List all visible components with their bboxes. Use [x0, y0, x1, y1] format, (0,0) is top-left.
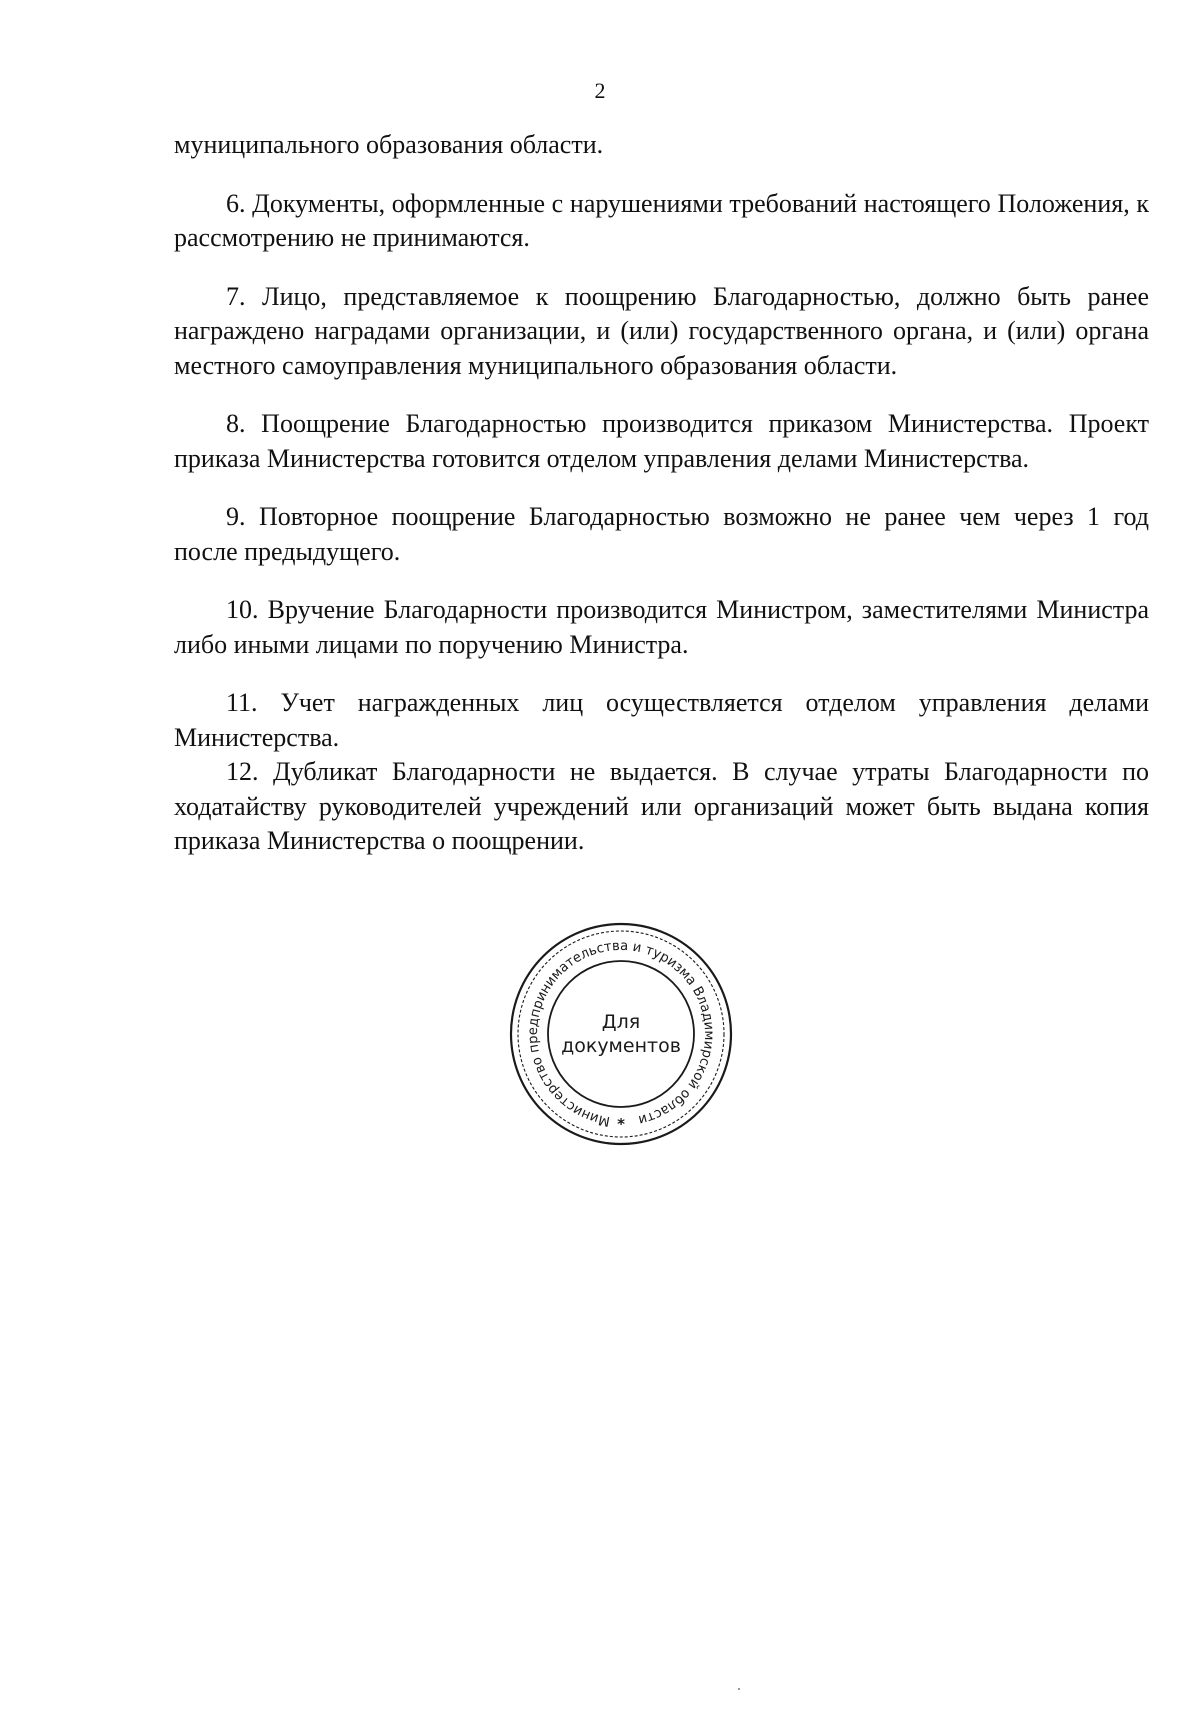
- page-number: 2: [594, 78, 606, 103]
- paragraph-11: 11. Учет награжденных лиц осуществляется отделом управления делами Министерства.: [174, 688, 1149, 752]
- scan-speck: [738, 1688, 740, 1690]
- seal-center-line2: документов: [561, 1035, 681, 1057]
- paragraph-12: 12. Дубликат Благодарности не выдается. В случае утраты Благодарности по ходатайству руководителей учреждений или организаций может быть выдана копия приказа Министерства о поощрении.: [174, 757, 1149, 855]
- seal-star: *: [617, 1115, 625, 1133]
- document-body: [174, 128, 1149, 859]
- paragraph-7: 7. Лицо, представляемое к поощрению Благодарностью, должно быть ранее награждено наградами организации, и (или) государственного органа, и (или) органа местного самоуправления муниципального образования области.: [174, 281, 1149, 380]
- paragraph-continuation: муниципального образования области.: [174, 130, 604, 159]
- paragraph-9: 9. Повторное поощрение Благодарностью возможно не ранее чем через 1 год после предыдущего.: [174, 502, 1149, 566]
- official-seal: [508, 922, 734, 1146]
- paragraph-6: 6. Документы, оформленные с нарушениями требований настоящего Положения, к рассмотрению не принимаются.: [174, 188, 1149, 252]
- seal-ring-textpath: Министерство предпринимательства и туризма Владимирской области: [524, 937, 718, 1130]
- paragraph-10: 10. Вручение Благодарности производится Министром, заместителями Министра либо иными лицами по поручению Министра.: [174, 595, 1149, 659]
- seal-center-text: [508, 1010, 734, 1058]
- paragraph-8: 8. Поощрение Благодарностью производится приказом Министерства. Проект приказа Министерства готовится отделом управления делами Министерства.: [174, 409, 1149, 473]
- seal-center-line1: Для: [601, 1011, 641, 1033]
